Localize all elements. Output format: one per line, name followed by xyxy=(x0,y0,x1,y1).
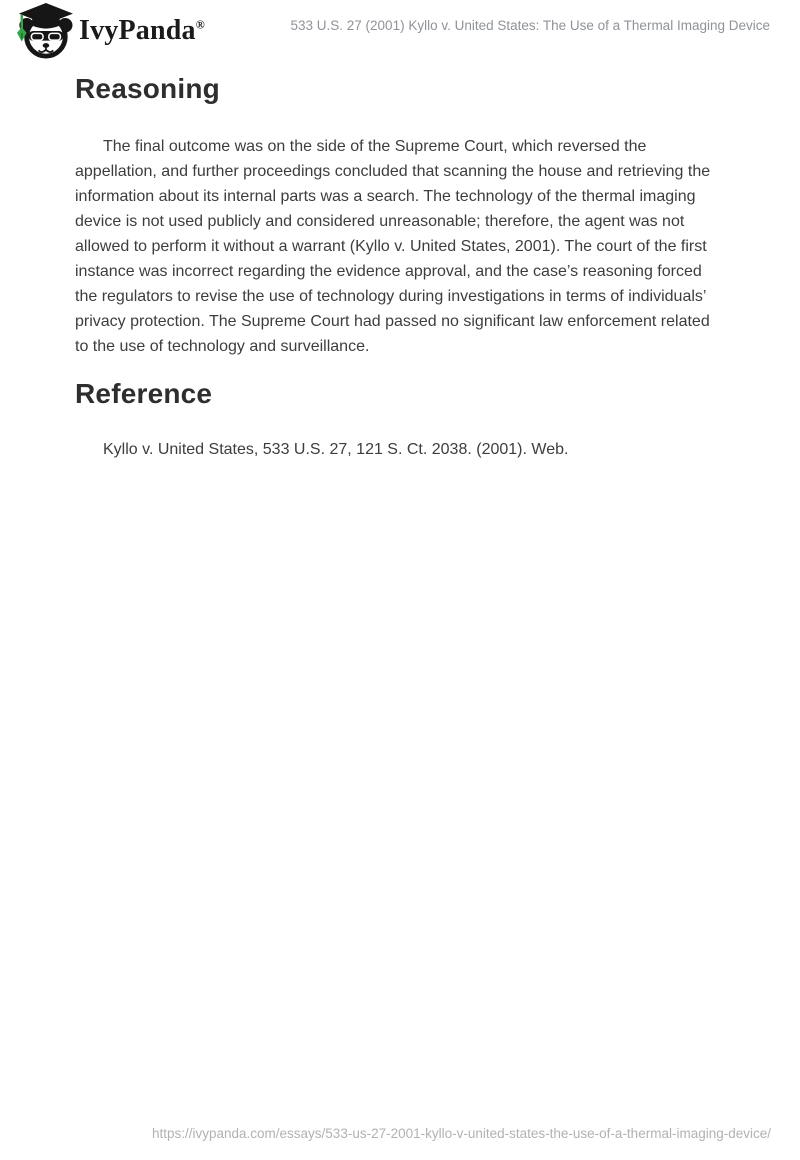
brand-wordmark xyxy=(79,15,205,47)
brand-name: IvyPanda xyxy=(79,15,196,46)
source-url-link[interactable]: https://ivypanda.com/essays/533-us-27-2001-kyllo-v-united-states-the-use-of-a-thermal-imaging-device/ xyxy=(151,1126,771,1141)
panda-icon xyxy=(13,3,75,59)
page-footer xyxy=(152,1126,771,1141)
section-heading-reference: Reference xyxy=(75,378,213,409)
section-heading-reasoning: Reasoning xyxy=(75,73,220,104)
reasoning-paragraph: The final outcome was on the side of the Supreme Court, which reversed the appellation, and further proceedings concluded that scanning the house and retrieving the information about its internal parts was a search. The technology of the thermal imaging device is not used publicly and considered unreasonable; therefore, the agent was not allowed to perform it without a warrant (Kyllo v. United States, 2001). The court of the first instance was incorrect regarding the evidence approval, and the case’s reasoning forced the regulators to revise the use of technology during investigations in terms of individuals’ privacy protection. The Supreme Court had passed no significant law enforcement related to the use of technology and surveillance. xyxy=(75,138,711,355)
essay-content xyxy=(75,73,720,462)
ivypanda-logo xyxy=(13,3,205,59)
registered-trademark-symbol: ® xyxy=(195,17,205,32)
page-header xyxy=(0,0,800,60)
document-title: 533 U.S. 27 (2001) Kyllo v. United States: The Use of a Thermal Imaging Device xyxy=(290,18,770,33)
reference-citation: Kyllo v. United States, 533 U.S. 27, 121 S. Ct. 2038. (2001). Web. xyxy=(103,441,569,458)
